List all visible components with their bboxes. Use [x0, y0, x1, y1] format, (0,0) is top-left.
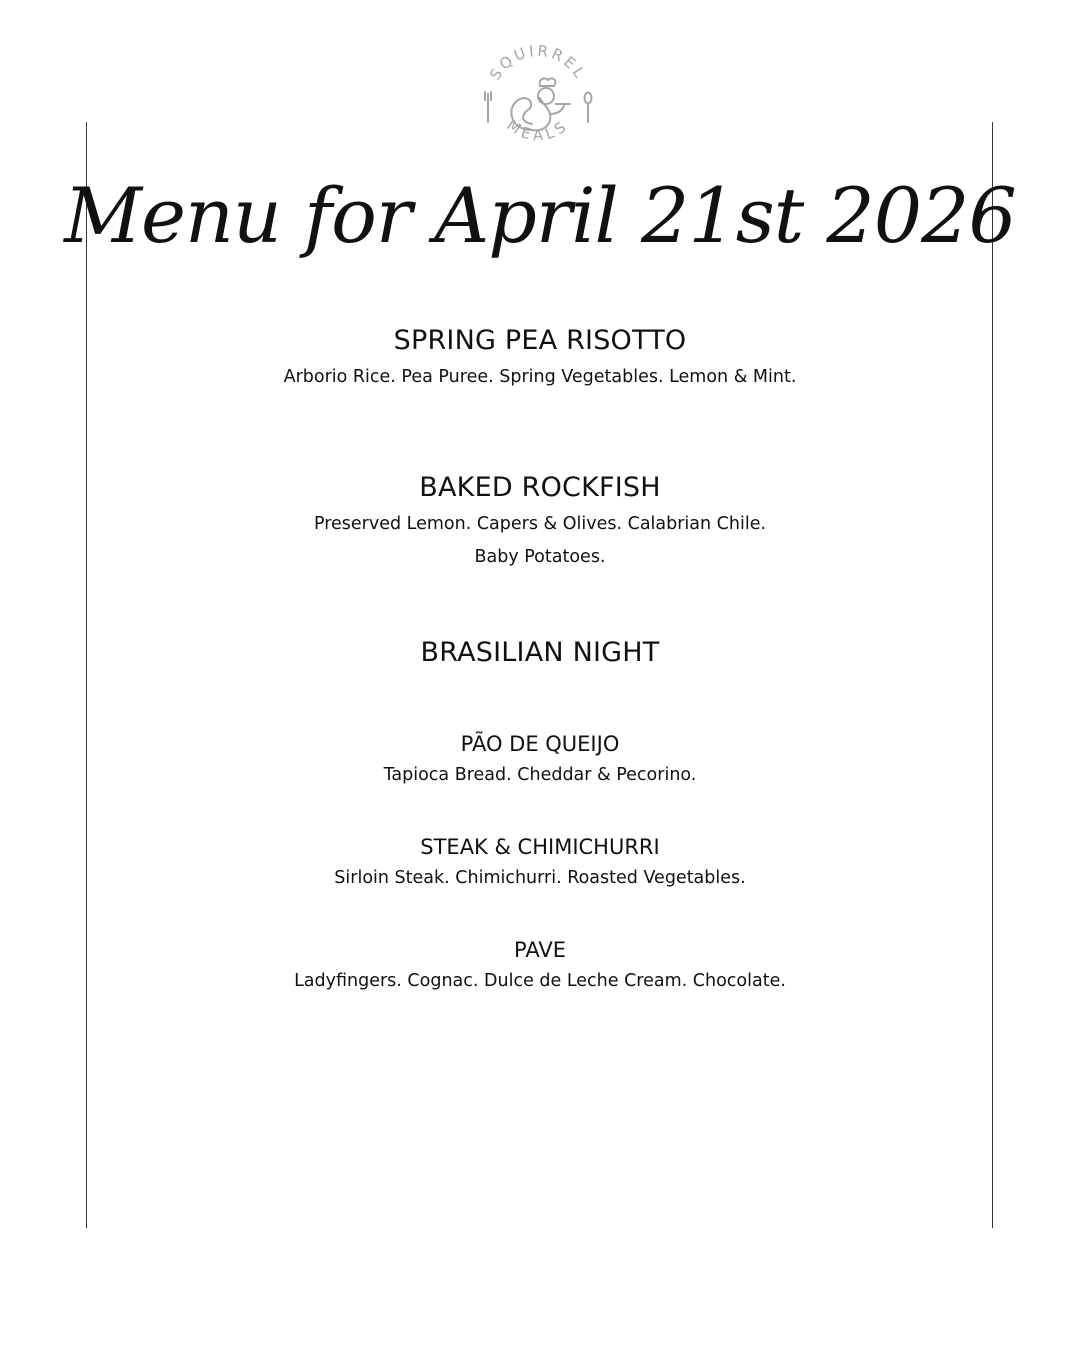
dish-description: Sirloin Steak. Chimichurri. Roasted Vegetables. — [334, 868, 746, 888]
dish-spring-pea-risotto — [0, 323, 1080, 394]
svg-text:MEALS: MEALS — [503, 115, 573, 145]
left-border-rule — [86, 122, 87, 1228]
dish-description: Ladyfingers. Cognac. Dulce de Leche Cream. Chocolate. — [294, 971, 786, 991]
dish-name: PAVE — [514, 938, 566, 962]
dish-name: PÃO DE QUEIJO — [460, 732, 620, 756]
dish-steak-chimichurri — [0, 832, 1080, 895]
svg-text:SQUIRREL: SQUIRREL — [486, 41, 590, 84]
dish-baked-rockfish — [0, 470, 1080, 574]
dish-name: SPRING PEA RISOTTO — [393, 325, 687, 356]
dish-name: BAKED ROCKFISH — [419, 472, 661, 503]
dish-description: Arborio Rice. Pea Puree. Spring Vegetables. Lemon & Mint. — [283, 367, 797, 387]
menu-title: Menu for April 21st 2026 — [64, 171, 1016, 260]
section-title: BRASILIAN NIGHT — [420, 637, 660, 668]
dish-description: Preserved Lemon. Capers & Olives. Calabrian Chile. — [313, 514, 767, 534]
squirrel-meals-logo — [480, 38, 596, 160]
dish-pave — [0, 935, 1080, 998]
dish-description: Tapioca Bread. Cheddar & Pecorino. — [383, 765, 697, 785]
right-border-rule — [992, 122, 993, 1228]
dish-pao-de-queijo — [0, 729, 1080, 792]
dish-description: Baby Potatoes. — [474, 547, 606, 567]
section-brasilian-night — [0, 635, 1080, 671]
dish-name: STEAK & CHIMICHURRI — [420, 835, 660, 859]
squirrel-chef-icon — [485, 78, 592, 130]
